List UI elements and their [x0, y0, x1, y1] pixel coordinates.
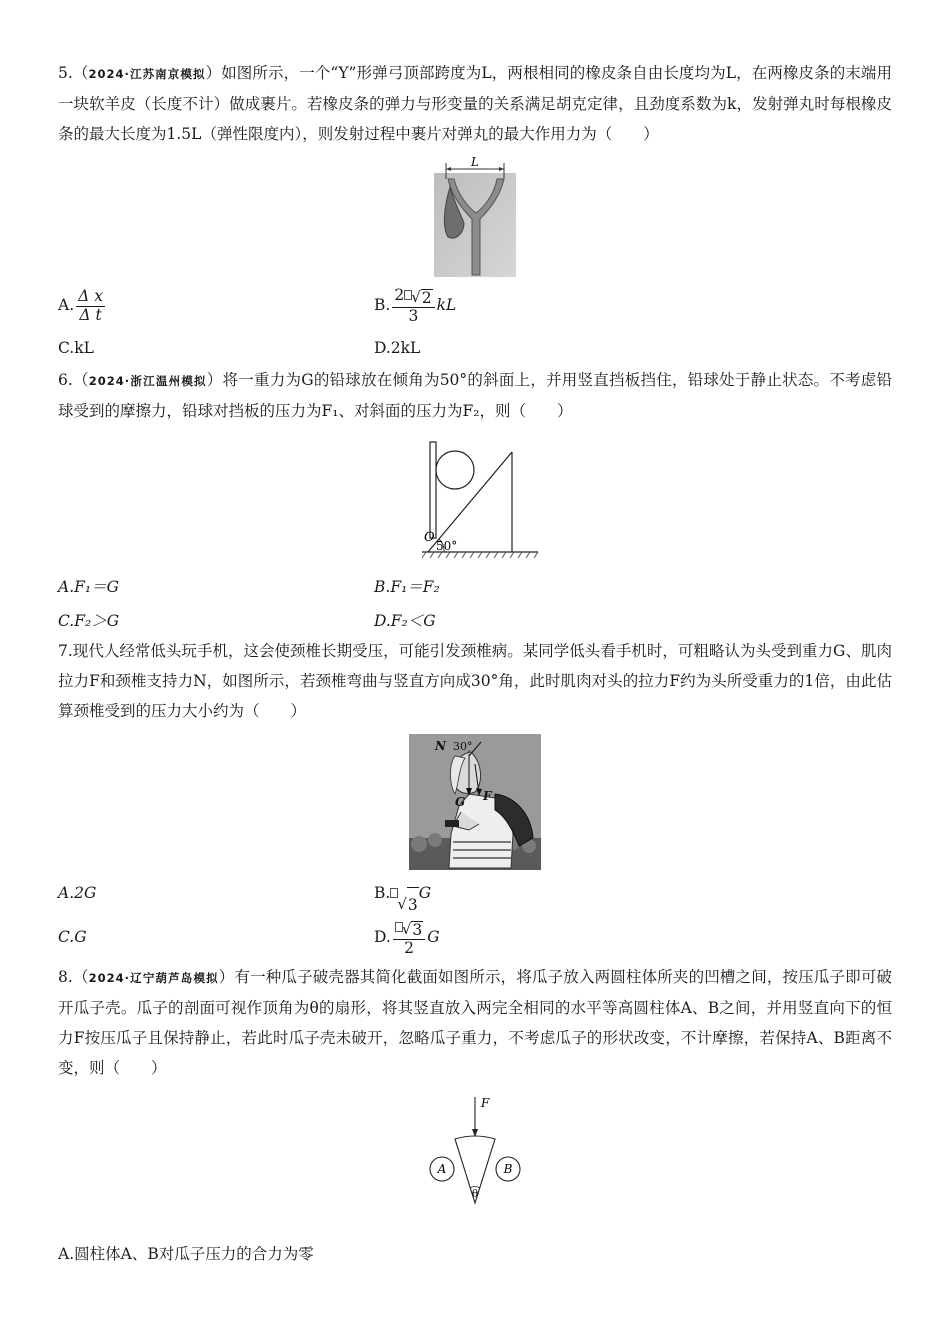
- option-b[interactable]: B. 2 √ 2 3 kL: [374, 285, 457, 325]
- question-6-options-2: [58, 604, 892, 638]
- cylinder-a-label: A: [437, 1162, 447, 1176]
- question-5-options-2: [58, 331, 892, 365]
- cylinder-b-label: B: [503, 1162, 513, 1176]
- option-a[interactable]: A.F₁＝G: [58, 578, 119, 596]
- question-text: 将一重力为G的铅球放在倾角为50°的斜面上，并用竖直挡板挡住，铅球处于静止状态。不考虑铅球受到的摩擦力，铅球对挡板的压力为F₁、对斜面的压力为F₂，则（ ）: [58, 371, 892, 420]
- slingshot-figure: [58, 157, 892, 277]
- question-number: 5.（: [58, 64, 89, 82]
- source-tag: 2024·浙江温州模拟: [88, 374, 207, 388]
- option-b[interactable]: B. √ 3 G: [374, 876, 431, 922]
- incline-diagram: [410, 434, 540, 566]
- question-5-options: [58, 283, 892, 327]
- option-c[interactable]: C.G: [58, 928, 87, 946]
- angle-label: 50°: [436, 539, 458, 553]
- source-tag: 2024·江苏南京模拟: [88, 67, 206, 81]
- force-g-label: G: [455, 795, 466, 809]
- option-a[interactable]: A.圆柱体A、B对瓜子压力的合力为零: [58, 1245, 314, 1263]
- question-7-options: [58, 876, 892, 914]
- vertex-label: O: [424, 530, 435, 545]
- neck-figure: [58, 734, 892, 870]
- angle-theta-label: θ: [471, 1189, 479, 1200]
- option-c[interactable]: C.F₂＞G: [58, 612, 120, 630]
- question-8-stem: 8.（2024·辽宁葫芦岛模拟）有一种瓜子破壳器其简化截面如图所示，将瓜子放入两圆柱体所夹的凹槽之间，按压瓜子即可破开瓜子壳。瓜子的剖面可视作顶角为θ的扇形，将其竖直放入两完全相同的水平等高圆柱体A、B之间，并用竖直向下的恒力F按压瓜子且保持静止，若此时瓜子壳未破开，忽略瓜子重力，不考虑瓜子的形状改变，不计摩擦，若保持A、B距离不变，则（ ）: [58, 968, 892, 1077]
- option-d[interactable]: D.2kL: [374, 339, 421, 357]
- question-8: [58, 962, 892, 1271]
- question-6: [58, 365, 892, 638]
- question-5-stem: 5.（2024·江苏南京模拟）如图所示，一个“Y”形弹弓顶部跨度为L，两根相同的橡皮条自由长度均为L，在两橡皮条的末端用一块软羊皮（长度不计）做成裹片。若橡皮条的弹力与形变量的关系满足胡克定律，且劲度系数为k，发射弹丸时每根橡皮条的最大长度为1.5L（弹性限度内），则发射过程中裹片对弹丸的最大作用力为（ ）: [58, 64, 893, 143]
- question-8-options: [58, 1237, 892, 1271]
- question-6-stem: 6.（2024·浙江温州模拟）将一重力为G的铅球放在倾角为50°的斜面上，并用竖直挡板挡住，铅球处于静止状态。不考虑铅球受到的摩擦力，铅球对挡板的压力为F₁、对斜面的压力为F₂，则（ ）: [58, 371, 892, 420]
- seed-cracker-figure: [58, 1093, 892, 1211]
- question-text: 有一种瓜子破壳器其简化截面如图所示，将瓜子放入两圆柱体所夹的凹槽之间，按压瓜子即可破开瓜子壳。瓜子的剖面可视作顶角为θ的扇形，将其竖直放入两完全相同的水平等高圆柱体A、B之间，并用竖直向下的恒力F按压瓜子且保持静止，若此时瓜子壳未破开，忽略瓜子重力，不考虑瓜子的形状改变，不计摩擦，若保持A、B距离不变，则（ ）: [58, 968, 892, 1077]
- seed-cracker-diagram: [425, 1093, 525, 1211]
- question-7: [58, 636, 892, 960]
- worksheet-page: [58, 58, 892, 1271]
- source-tag: 2024·辽宁葫芦岛模拟: [88, 971, 219, 985]
- option-b[interactable]: B.F₁＝F₂: [374, 578, 440, 596]
- option-d[interactable]: D. √ 3 2 G: [374, 919, 440, 957]
- span-label: L: [471, 157, 479, 169]
- force-f-label: F: [481, 1096, 490, 1110]
- question-5: [58, 58, 892, 365]
- option-d[interactable]: D.F₂＜G: [374, 612, 436, 630]
- question-text: 如图所示，一个“Y”形弹弓顶部跨度为L，两根相同的橡皮条自由长度均为L，在两橡皮条的末端用一块软羊皮（长度不计）做成裹片。若橡皮条的弹力与形变量的关系满足胡克定律，且劲度系数为k，发射弹丸时每根橡皮条的最大长度为1.5L（弹性限度内），则发射过程中裹片对弹丸的最大作用力为（ ）: [58, 64, 893, 143]
- person-phone-image: [409, 734, 541, 870]
- option-a[interactable]: A.2G: [58, 884, 97, 902]
- question-7-stem: 7.现代人经常低头玩手机，这会使颈椎长期受压，可能引发颈椎病。某同学低头看手机时，可粗略认为头受到重力G、肌肉拉力F和颈椎支持力N，如图所示，若颈椎弯曲与竖直方向成30°角，此时肌肉对头的拉力F约为头所受重力的1倍，由此估算颈椎受到的压力大小约为（ ）: [58, 642, 892, 720]
- question-6-options: [58, 570, 892, 604]
- option-a[interactable]: A. $\frac{\text{Δ x}}{\text{Δ t}}$: [58, 287, 103, 324]
- slingshot-image: [434, 157, 516, 277]
- option-c[interactable]: C.kL: [58, 339, 94, 357]
- incline-figure: [58, 434, 892, 566]
- force-n-label: N: [435, 739, 446, 753]
- force-f-label: F: [483, 789, 492, 803]
- question-7-options-2: [58, 914, 892, 960]
- angle-label: 30°: [453, 740, 473, 753]
